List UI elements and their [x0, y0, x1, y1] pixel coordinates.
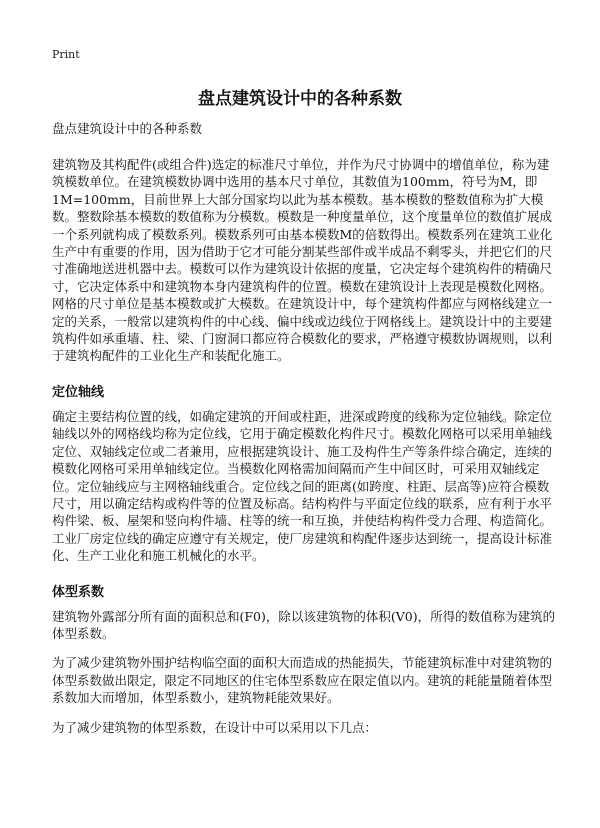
print-label: Print [52, 48, 80, 61]
article-body [52, 120, 560, 748]
positioning-axis-paragraph: 确定主要结构位置的线，如确定建筑的开间或柱距，进深或跨度的线称为定位轴线。除定位轴线以外的网格线均称为定位线，它用于确定模数化构件尺寸。模数化网格可以采用单轴线定位、双轴线定位或二者兼用，应根据建筑设计、施工及构件生产等条件综合确定，连续的模数化网格可采用单轴线定位。当模数化网格需加间隔而产生中间区时，可采用双轴线定位。定位轴线应与主网格轴线重合。定位线之间的距离(如跨度、柱距、层高等)应符合模数尺寸，用以确定结构或构件等的位置及标高。结构构件与平面定位线的联系，应有利于水平构件梁、板、屋架和竖向构件墙、柱等的统一和互换，并使结构构件受力合理、构造简化。工业厂房定位线的确定应遵守有关规定，使厂房建筑和构配件逐步达到统一，提高设计标准化、生产工业化和施工机械化的水平。 [52, 408, 553, 564]
shape-coefficient-paragraph-2: 为了减少建筑物外围护结构临空面的面积大而造成的热能损失，节能建筑标准中对建筑物的体型系数做出限定，限定不同地区的住宅体型系数应在限定值以内。建筑的耗能量随着体型系数加大而增加，体型系数小，建筑物耗能效果好。 [52, 655, 553, 706]
shape-coefficient-paragraph-3: 为了减少建筑物的体型系数，在设计中可以采用以下几点： [52, 719, 378, 735]
intro-paragraph: 建筑物及其构配件(或组合件)选定的标准尺寸单位，并作为尺寸协调中的增值单位，称为建筑模数单位。在建筑模数协调中选用的基本尺寸单位，其数值为100mm，符号为M，即1M=100mm，目前世界上大部分国家均以此为基本模数。基本模数的整数值称为扩大模数。整数除基本模数的数值称为分模数。模数是一种度量单位，这个度量单位的数值扩展成一个系列就构成了模数系列。模数系列可由基本模数M的倍数得出。模数系列在建筑工业化生产中有重要的作用，因为借助于它才可能分割某些部件或半成品不剩零头，并把它们的尺寸准确地送进机器中去。模数可以作为建筑设计依据的度量，它决定每个建筑构件的精确尺寸，它决定体系中和建筑物本身内建筑构件的位置。模数在建筑设计上表现是模数化网格。网格的尺寸单位是基本模数或扩大模数。在建筑设计中，每个建筑构件都应与网格线建立一定的关系，一般常以建筑构件的中心线、偏中线或边线位于网格线上。建筑设计中的主要建筑构件如承重墙、柱、梁、门窗洞口都应符合模数化的要求，严格遵守模数协调规则，以利于建筑构配件的工业化生产和装配化施工。 [52, 157, 553, 364]
article-subtitle: 盘点建筑设计中的各种系数 [52, 121, 203, 136]
section-heading-shape-coefficient: 体型系数 [52, 584, 105, 600]
shape-coefficient-paragraph-1: 建筑物外露部分所有面的面积总和(F0)，除以该建筑物的体积(V0)，所得的数值称为建筑的体型系数。 [52, 608, 556, 641]
document-title: 盘点建筑设计中的各种系数 [198, 89, 402, 109]
section-heading-positioning-axis: 定位轴线 [52, 384, 105, 400]
